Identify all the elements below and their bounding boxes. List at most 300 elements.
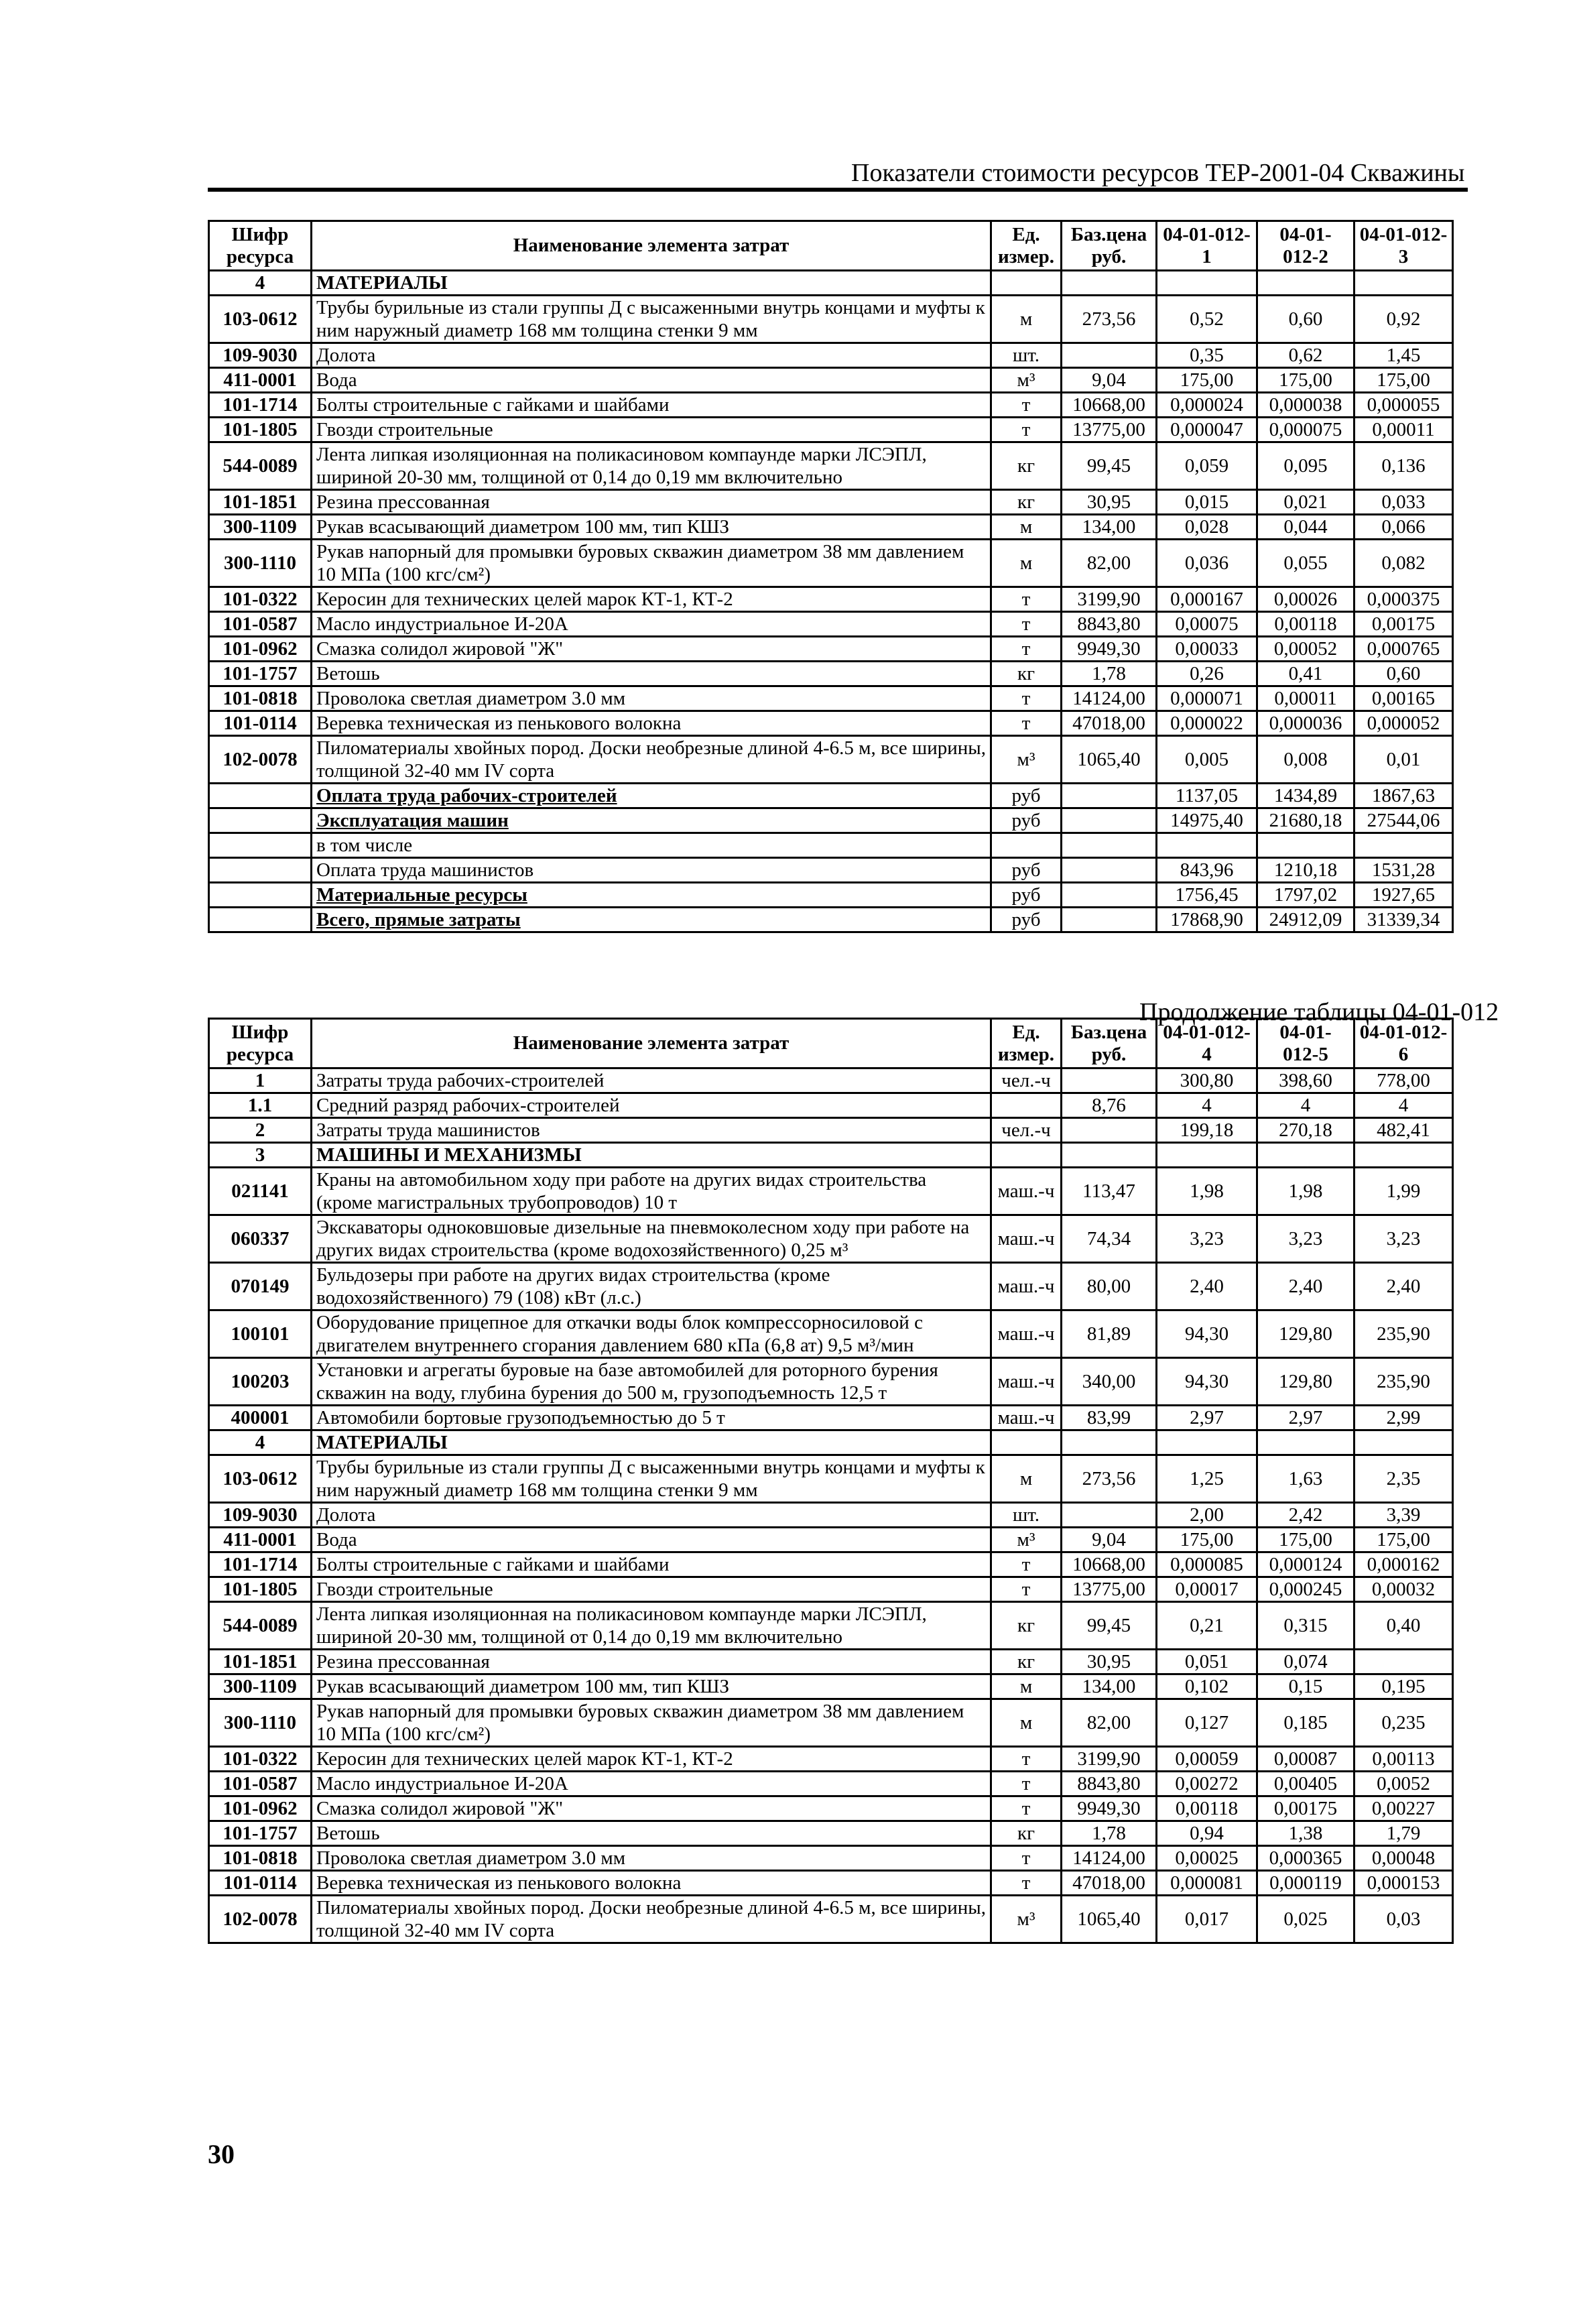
norm-value-2: 0,15 xyxy=(1257,1674,1354,1699)
table-row xyxy=(209,1602,1453,1650)
norm-value-1: 0,000024 xyxy=(1157,393,1257,418)
resource-name: Керосин для технических целей марок КТ-1, КТ-2 xyxy=(312,1747,991,1772)
base-price xyxy=(1062,908,1157,932)
norm-value-3: 0,00165 xyxy=(1354,686,1453,711)
norm-value-3: 1531,28 xyxy=(1354,858,1453,883)
table-row xyxy=(209,1093,1453,1118)
base-price: 134,00 xyxy=(1062,515,1157,540)
resource-code: 400001 xyxy=(209,1406,312,1430)
norm-value-2: 0,00175 xyxy=(1257,1796,1354,1821)
norm-value-1: 1756,45 xyxy=(1157,883,1257,908)
unit: т xyxy=(991,1552,1062,1577)
resource-code: 101-1757 xyxy=(209,1821,312,1846)
norm-value-3: 0,92 xyxy=(1354,296,1453,343)
table-row xyxy=(209,1143,1453,1168)
base-price: 10668,00 xyxy=(1062,393,1157,418)
base-price: 30,95 xyxy=(1062,1650,1157,1674)
base-price: 13775,00 xyxy=(1062,418,1157,442)
norm-value-2: 21680,18 xyxy=(1257,808,1354,833)
table-row xyxy=(209,1650,1453,1674)
table-row xyxy=(209,686,1453,711)
resource-code: 101-1805 xyxy=(209,418,312,442)
resource-name: Лента липкая изоляционная на поликасиновом компаунде марки ЛСЭПЛ, шириной 20-30 мм, толщиной от 0,14 до 0,19 мм включительно xyxy=(312,1602,991,1650)
norm-value-1: 175,00 xyxy=(1157,1528,1257,1552)
norm-value-3: 0,00032 xyxy=(1354,1577,1453,1602)
resource-code xyxy=(209,908,312,932)
resource-name: Оборудование прицепное для откачки воды блок компрессорносиловой с двигателем внутреннего сгорания давлением 680 кПа (6,8 ат) 9,5 м³/мин xyxy=(312,1310,991,1358)
norm-value-3: 1,79 xyxy=(1354,1821,1453,1846)
unit: м xyxy=(991,1699,1062,1747)
resource-code: 101-1851 xyxy=(209,1650,312,1674)
base-price xyxy=(1062,343,1157,368)
resource-name: Оплата труда машинистов xyxy=(312,858,991,883)
base-price: 134,00 xyxy=(1062,1674,1157,1699)
norm-value-1: 17868,90 xyxy=(1157,908,1257,932)
norm-value-2: 4 xyxy=(1257,1093,1354,1118)
resource-name: Резина прессованная xyxy=(312,490,991,515)
resource-code: 102-0078 xyxy=(209,1896,312,1943)
resource-name: Экскаваторы одноковшовые дизельные на пневмоколесном ходу при работе на других видах строительства (кроме водохозяйственного) 0,25 м³ xyxy=(312,1215,991,1263)
resource-code: 101-1714 xyxy=(209,393,312,418)
base-price: 1065,40 xyxy=(1062,1896,1157,1943)
unit: т xyxy=(991,612,1062,637)
norm-value-3: 1867,63 xyxy=(1354,784,1453,808)
base-price xyxy=(1062,1503,1157,1528)
base-price: 1,78 xyxy=(1062,1821,1157,1846)
norm-value-1: 0,35 xyxy=(1157,343,1257,368)
norm-value-3: 778,00 xyxy=(1354,1068,1453,1093)
table-row xyxy=(209,1406,1453,1430)
page-header-title: Показатели стоимости ресурсов ТЕР-2001-04 Скважины xyxy=(851,159,1465,187)
unit: м xyxy=(991,540,1062,587)
resource-code: 101-0962 xyxy=(209,637,312,662)
resource-name: Гвозди строительные xyxy=(312,418,991,442)
base-price xyxy=(1062,1430,1157,1455)
base-price: 99,45 xyxy=(1062,1602,1157,1650)
resource-code: 1 xyxy=(209,1068,312,1093)
table-row xyxy=(209,1168,1453,1215)
unit: кг xyxy=(991,442,1062,490)
table-row xyxy=(209,784,1453,808)
unit: т xyxy=(991,637,1062,662)
unit: руб xyxy=(991,858,1062,883)
norm-value-3: 3,39 xyxy=(1354,1503,1453,1528)
unit: т xyxy=(991,711,1062,736)
norm-value-1: 0,52 xyxy=(1157,296,1257,343)
norm-value-2: 0,41 xyxy=(1257,662,1354,686)
norm-value-1: 0,059 xyxy=(1157,442,1257,490)
unit: кг xyxy=(991,1650,1062,1674)
resource-code: 102-0078 xyxy=(209,736,312,784)
base-price: 1065,40 xyxy=(1062,736,1157,784)
unit: руб xyxy=(991,808,1062,833)
header-norm-1: 04-01-012-1 xyxy=(1157,221,1257,271)
resource-code: 101-0587 xyxy=(209,612,312,637)
norm-value-2: 0,095 xyxy=(1257,442,1354,490)
norm-value-3: 0,000375 xyxy=(1354,587,1453,612)
base-price xyxy=(1062,808,1157,833)
table-row xyxy=(209,1896,1453,1943)
norm-value-2: 0,00405 xyxy=(1257,1772,1354,1796)
norm-value-1: 0,00025 xyxy=(1157,1846,1257,1871)
table-row xyxy=(209,540,1453,587)
unit: руб xyxy=(991,883,1062,908)
unit: м xyxy=(991,1674,1062,1699)
resource-name: Болты строительные с гайками и шайбами xyxy=(312,1552,991,1577)
table-row xyxy=(209,1528,1453,1552)
unit: т xyxy=(991,1796,1062,1821)
table-row xyxy=(209,833,1453,858)
resource-name: Резина прессованная xyxy=(312,1650,991,1674)
resource-name: Затраты труда рабочих-строителей xyxy=(312,1068,991,1093)
resource-name: Бульдозеры при работе на других видах строительства (кроме водохозяйственного) 79 (108) кВт (л.с.) xyxy=(312,1263,991,1310)
resource-name: Масло индустриальное И-20А xyxy=(312,1772,991,1796)
norm-value-2: 0,000124 xyxy=(1257,1552,1354,1577)
base-price: 83,99 xyxy=(1062,1406,1157,1430)
base-price: 82,00 xyxy=(1062,1699,1157,1747)
unit: маш.-ч xyxy=(991,1310,1062,1358)
table-row xyxy=(209,1747,1453,1772)
norm-value-2: 175,00 xyxy=(1257,368,1354,393)
table-row xyxy=(209,736,1453,784)
resource-code: 300-1109 xyxy=(209,1674,312,1699)
norm-value-1 xyxy=(1157,271,1257,296)
table-row xyxy=(209,858,1453,883)
unit: чел.-ч xyxy=(991,1068,1062,1093)
unit: т xyxy=(991,587,1062,612)
norm-value-3: 3,23 xyxy=(1354,1215,1453,1263)
resource-code: 300-1110 xyxy=(209,1699,312,1747)
unit xyxy=(991,1093,1062,1118)
unit: т xyxy=(991,1747,1062,1772)
table-row xyxy=(209,368,1453,393)
resource-name: Рукав всасывающий диаметром 100 мм, тип КШЗ xyxy=(312,515,991,540)
unit: т xyxy=(991,1772,1062,1796)
resource-name: Смазка солидол жировой "Ж" xyxy=(312,637,991,662)
table-row xyxy=(209,612,1453,637)
norm-value-1: 94,30 xyxy=(1157,1310,1257,1358)
resource-code: 300-1110 xyxy=(209,540,312,587)
resource-code: 101-0114 xyxy=(209,711,312,736)
norm-value-2: 1,38 xyxy=(1257,1821,1354,1846)
unit: маш.-ч xyxy=(991,1406,1062,1430)
norm-value-2: 1797,02 xyxy=(1257,883,1354,908)
norm-value-2: 0,62 xyxy=(1257,343,1354,368)
norm-value-3: 175,00 xyxy=(1354,368,1453,393)
norm-value-3: 0,40 xyxy=(1354,1602,1453,1650)
resource-name: Автомобили бортовые грузоподъемностью до 5 т xyxy=(312,1406,991,1430)
norm-value-1: 0,00059 xyxy=(1157,1747,1257,1772)
header-divider xyxy=(208,188,1468,192)
resource-name: Веревка техническая из пенькового волокна xyxy=(312,1871,991,1896)
norm-value-1: 4 xyxy=(1157,1093,1257,1118)
resource-code: 101-1851 xyxy=(209,490,312,515)
resource-name: Оплата труда рабочих-строителей xyxy=(312,784,991,808)
base-price: 14124,00 xyxy=(1062,1846,1157,1871)
header-norm-4: 04-01-012-4 xyxy=(1157,1019,1257,1068)
resource-name: Долота xyxy=(312,343,991,368)
unit: маш.-ч xyxy=(991,1263,1062,1310)
resource-name: Средний разряд рабочих-строителей xyxy=(312,1093,991,1118)
base-price: 9,04 xyxy=(1062,1528,1157,1552)
table-row xyxy=(209,1430,1453,1455)
header-norm-2: 04-01-012-2 xyxy=(1257,221,1354,271)
norm-value-2: 0,185 xyxy=(1257,1699,1354,1747)
base-price: 82,00 xyxy=(1062,540,1157,587)
resource-code: 4 xyxy=(209,1430,312,1455)
resource-name: Ветошь xyxy=(312,1821,991,1846)
table-row xyxy=(209,1821,1453,1846)
table-row xyxy=(209,343,1453,368)
header-code: Шифр ресурса xyxy=(209,221,312,271)
norm-value-1: 843,96 xyxy=(1157,858,1257,883)
norm-value-2: 0,00052 xyxy=(1257,637,1354,662)
resource-name: Рукав напорный для промывки буровых скважин диаметром 38 мм давлением 10 МПа (100 кгс/см²) xyxy=(312,540,991,587)
continuation-title: Продолжение таблицы 04-01-012 xyxy=(1139,998,1499,1026)
norm-value-3: 0,00011 xyxy=(1354,418,1453,442)
unit: чел.-ч xyxy=(991,1118,1062,1143)
unit: кг xyxy=(991,1821,1062,1846)
norm-value-2: 0,00118 xyxy=(1257,612,1354,637)
resource-table-2 xyxy=(208,1018,1454,1944)
norm-value-3: 0,066 xyxy=(1354,515,1453,540)
resource-code: 070149 xyxy=(209,1263,312,1310)
norm-value-2: 0,000365 xyxy=(1257,1846,1354,1871)
resource-name: Пиломатериалы хвойных пород. Доски необрезные длиной 4-6.5 м, все ширины, толщиной 32-40 мм IV сорта xyxy=(312,1896,991,1943)
norm-value-1: 0,102 xyxy=(1157,1674,1257,1699)
resource-code: 101-0818 xyxy=(209,1846,312,1871)
norm-value-3: 0,03 xyxy=(1354,1896,1453,1943)
resource-code: 544-0089 xyxy=(209,442,312,490)
table-row xyxy=(209,1310,1453,1358)
table-row xyxy=(209,418,1453,442)
table-row xyxy=(209,1215,1453,1263)
table-row xyxy=(209,908,1453,932)
table-row xyxy=(209,1118,1453,1143)
norm-value-2 xyxy=(1257,271,1354,296)
norm-value-1: 175,00 xyxy=(1157,368,1257,393)
norm-value-2: 1,98 xyxy=(1257,1168,1354,1215)
norm-value-2: 0,000075 xyxy=(1257,418,1354,442)
norm-value-2: 0,025 xyxy=(1257,1896,1354,1943)
table-row xyxy=(209,1552,1453,1577)
resource-name: Лента липкая изоляционная на поликасиновом компаунде марки ЛСЭПЛ, шириной 20-30 мм, толщиной от 0,14 до 0,19 мм включительно xyxy=(312,442,991,490)
norm-value-3 xyxy=(1354,1650,1453,1674)
resource-name: Материальные ресурсы xyxy=(312,883,991,908)
resource-name: Установки и агрегаты буровые на базе автомобилей для роторного бурения скважин на воду, глубина бурения до 500 м, грузоподъемность 12,5 т xyxy=(312,1358,991,1406)
norm-value-1: 0,26 xyxy=(1157,662,1257,686)
norm-value-1: 0,051 xyxy=(1157,1650,1257,1674)
norm-value-1 xyxy=(1157,1143,1257,1168)
table-row xyxy=(209,442,1453,490)
unit: руб xyxy=(991,784,1062,808)
header-price: Баз.цена руб. xyxy=(1062,221,1157,271)
norm-value-2: 0,00087 xyxy=(1257,1747,1354,1772)
norm-value-2: 1434,89 xyxy=(1257,784,1354,808)
unit: м xyxy=(991,296,1062,343)
unit: т xyxy=(991,393,1062,418)
base-price: 273,56 xyxy=(1062,296,1157,343)
norm-value-3 xyxy=(1354,271,1453,296)
norm-value-1 xyxy=(1157,1430,1257,1455)
norm-value-3: 0,000153 xyxy=(1354,1871,1453,1896)
resource-code: 101-0587 xyxy=(209,1772,312,1796)
resource-name: Гвозди строительные xyxy=(312,1577,991,1602)
resource-code: 101-1757 xyxy=(209,662,312,686)
unit xyxy=(991,1143,1062,1168)
resource-name: Вода xyxy=(312,1528,991,1552)
table-row xyxy=(209,883,1453,908)
table-row xyxy=(209,1455,1453,1503)
norm-value-1: 1,98 xyxy=(1157,1168,1257,1215)
table-row xyxy=(209,1263,1453,1310)
norm-value-1: 0,00075 xyxy=(1157,612,1257,637)
unit xyxy=(991,833,1062,858)
base-price xyxy=(1062,833,1157,858)
resource-code: 060337 xyxy=(209,1215,312,1263)
norm-value-1: 2,40 xyxy=(1157,1263,1257,1310)
resource-code: 2 xyxy=(209,1118,312,1143)
table-row xyxy=(209,808,1453,833)
norm-value-2: 3,23 xyxy=(1257,1215,1354,1263)
table-row xyxy=(209,1796,1453,1821)
table-row xyxy=(209,637,1453,662)
norm-value-1: 1137,05 xyxy=(1157,784,1257,808)
unit: м³ xyxy=(991,1528,1062,1552)
unit: м³ xyxy=(991,736,1062,784)
norm-value-3: 0,000055 xyxy=(1354,393,1453,418)
base-price: 1,78 xyxy=(1062,662,1157,686)
unit: маш.-ч xyxy=(991,1358,1062,1406)
norm-value-1: 0,000071 xyxy=(1157,686,1257,711)
norm-value-3: 175,00 xyxy=(1354,1528,1453,1552)
resource-name: МАТЕРИАЛЫ xyxy=(312,1430,991,1455)
resource-name: Веревка техническая из пенькового волокна xyxy=(312,711,991,736)
header-name: Наименование элемента затрат xyxy=(312,1019,991,1068)
header-norm-5: 04-01-012-5 xyxy=(1257,1019,1354,1068)
norm-value-1: 0,000167 xyxy=(1157,587,1257,612)
norm-value-2: 129,80 xyxy=(1257,1310,1354,1358)
norm-value-3: 0,082 xyxy=(1354,540,1453,587)
unit: маш.-ч xyxy=(991,1168,1062,1215)
resource-code: 411-0001 xyxy=(209,368,312,393)
table-row xyxy=(209,393,1453,418)
header-norm-3: 04-01-012-3 xyxy=(1354,221,1453,271)
norm-value-3: 0,000162 xyxy=(1354,1552,1453,1577)
norm-value-2: 0,000119 xyxy=(1257,1871,1354,1896)
resource-code: 101-0962 xyxy=(209,1796,312,1821)
norm-value-1: 14975,40 xyxy=(1157,808,1257,833)
header-norm-6: 04-01-012-6 xyxy=(1354,1019,1453,1068)
norm-value-1: 0,000022 xyxy=(1157,711,1257,736)
resource-name: Болты строительные с гайками и шайбами xyxy=(312,393,991,418)
resource-code: 300-1109 xyxy=(209,515,312,540)
resource-name: в том числе xyxy=(312,833,991,858)
base-price: 74,34 xyxy=(1062,1215,1157,1263)
resource-name: МАТЕРИАЛЫ xyxy=(312,271,991,296)
resource-name: Керосин для технических целей марок КТ-1, КТ-2 xyxy=(312,587,991,612)
table-row xyxy=(209,1699,1453,1747)
norm-value-2: 0,008 xyxy=(1257,736,1354,784)
norm-value-2: 0,000036 xyxy=(1257,711,1354,736)
unit: м³ xyxy=(991,1896,1062,1943)
unit: т xyxy=(991,418,1062,442)
norm-value-2 xyxy=(1257,1430,1354,1455)
resource-table-1 xyxy=(208,220,1454,933)
resource-code: 109-9030 xyxy=(209,343,312,368)
norm-value-3: 2,40 xyxy=(1354,1263,1453,1310)
base-price: 30,95 xyxy=(1062,490,1157,515)
norm-value-3: 31339,34 xyxy=(1354,908,1453,932)
norm-value-3: 1927,65 xyxy=(1354,883,1453,908)
resource-name: МАШИНЫ И МЕХАНИЗМЫ xyxy=(312,1143,991,1168)
norm-value-1: 0,00033 xyxy=(1157,637,1257,662)
resource-code: 109-9030 xyxy=(209,1503,312,1528)
norm-value-1: 0,005 xyxy=(1157,736,1257,784)
base-price: 8843,80 xyxy=(1062,1772,1157,1796)
norm-value-3: 0,000765 xyxy=(1354,637,1453,662)
base-price: 113,47 xyxy=(1062,1168,1157,1215)
norm-value-1: 199,18 xyxy=(1157,1118,1257,1143)
unit: т xyxy=(991,1577,1062,1602)
unit: руб xyxy=(991,908,1062,932)
norm-value-3: 0,235 xyxy=(1354,1699,1453,1747)
resource-code xyxy=(209,784,312,808)
header-unit: Ед. измер. xyxy=(991,1019,1062,1068)
norm-value-3: 1,99 xyxy=(1354,1168,1453,1215)
norm-value-1: 300,80 xyxy=(1157,1068,1257,1093)
table-row xyxy=(209,662,1453,686)
base-price: 47018,00 xyxy=(1062,1871,1157,1896)
table-row xyxy=(209,1674,1453,1699)
table-row xyxy=(209,1068,1453,1093)
base-price: 3199,90 xyxy=(1062,587,1157,612)
table-row xyxy=(209,1846,1453,1871)
norm-value-3: 0,60 xyxy=(1354,662,1453,686)
base-price xyxy=(1062,1068,1157,1093)
norm-value-2: 0,074 xyxy=(1257,1650,1354,1674)
table-row xyxy=(209,1358,1453,1406)
unit: кг xyxy=(991,662,1062,686)
norm-value-2: 2,42 xyxy=(1257,1503,1354,1528)
norm-value-3: 235,90 xyxy=(1354,1358,1453,1406)
unit: т xyxy=(991,686,1062,711)
base-price xyxy=(1062,883,1157,908)
base-price: 273,56 xyxy=(1062,1455,1157,1503)
norm-value-3: 0,0052 xyxy=(1354,1772,1453,1796)
resource-code: 3 xyxy=(209,1143,312,1168)
base-price: 8843,80 xyxy=(1062,612,1157,637)
table-row xyxy=(209,1503,1453,1528)
base-price xyxy=(1062,1118,1157,1143)
norm-value-2 xyxy=(1257,1143,1354,1168)
base-price: 9949,30 xyxy=(1062,637,1157,662)
norm-value-2: 0,00011 xyxy=(1257,686,1354,711)
norm-value-2: 270,18 xyxy=(1257,1118,1354,1143)
norm-value-3: 0,033 xyxy=(1354,490,1453,515)
norm-value-1: 1,25 xyxy=(1157,1455,1257,1503)
base-price: 14124,00 xyxy=(1062,686,1157,711)
table-row xyxy=(209,711,1453,736)
resource-code: 101-1805 xyxy=(209,1577,312,1602)
norm-value-1: 3,23 xyxy=(1157,1215,1257,1263)
norm-value-1: 0,21 xyxy=(1157,1602,1257,1650)
base-price: 340,00 xyxy=(1062,1358,1157,1406)
resource-code: 544-0089 xyxy=(209,1602,312,1650)
base-price: 80,00 xyxy=(1062,1263,1157,1310)
norm-value-1: 0,00118 xyxy=(1157,1796,1257,1821)
norm-value-1: 0,000081 xyxy=(1157,1871,1257,1896)
